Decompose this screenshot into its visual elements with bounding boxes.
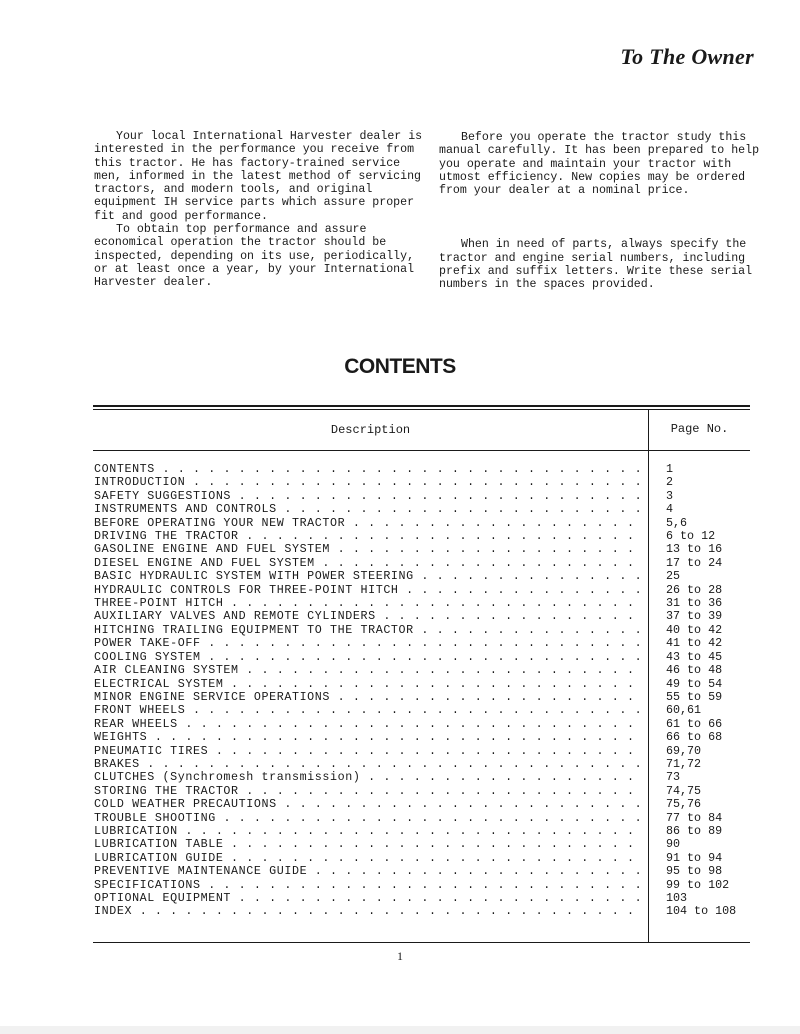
contents-row [94,543,764,556]
contents-entry-page: 55 to 59 [666,689,723,704]
contents-row [94,704,764,717]
contents-row [94,838,764,851]
table-top-rule [93,405,750,407]
contents-row [94,678,764,691]
page-number: 1 [397,949,403,963]
table-header-rule [93,450,750,451]
contents-entry-title: AIR CLEANING SYSTEM . . . [94,664,642,677]
contents-entry-page: 5,6 [666,515,688,530]
contents-entry-title: LUBRICATION . . . [94,825,642,838]
intro-left-column [94,130,424,290]
contents-entry-title: LUBRICATION TABLE . . . [94,838,642,851]
contents-entry-page: 37 to 39 [666,609,723,624]
contents-row [94,852,764,865]
contents-entry-page: 31 to 36 [666,596,723,611]
contents-row [94,879,764,892]
contents-entry-title: REAR WHEELS . . . [94,718,642,731]
intro-paragraph: Your local International Harvester dealer is interested in the performance you receive from this tractor. He has factory-trained service men, informed in the latest method of servicing tractors, and modern tools, and original equipment IH service parts which assure proper fit and good performance. [94,130,423,223]
contents-entry-page: 61 to 66 [666,716,723,731]
contents-entry-page: 43 to 45 [666,649,723,664]
table-bottom-rule [93,942,750,943]
contents-entry-title: DIESEL ENGINE AND FUEL SYSTEM . . . [94,557,642,570]
contents-row [94,584,764,597]
contents-entry-page: 73 [666,770,681,785]
contents-entry-title: BASIC HYDRAULIC SYSTEM WITH POWER STEERING . . . [94,570,642,583]
contents-row [94,463,764,476]
contents-entry-title: POWER TAKE-OFF . . . [94,637,642,650]
contents-row [94,771,764,784]
contents-entry-title: SAFETY SUGGESTIONS . . . [94,490,642,503]
contents-entry-title: THREE-POINT HITCH . . . [94,597,642,610]
intro-paragraph: To obtain top performance and assure economical operation the tractor should be inspected, depending on its use, periodically, or at least once a year, by your International Harvester dealer. [94,223,415,290]
contents-entry-title: INDEX . . . [94,905,642,918]
contents-entry-page: 90 [666,837,681,852]
contents-row [94,664,764,677]
contents-row [94,718,764,731]
contents-entry-title: CONTENTS . . . [94,463,642,476]
page-title: To The Owner [620,44,754,69]
contents-entry-page: 86 to 89 [666,823,723,838]
contents-entry-title: HITCHING TRAILING EQUIPMENT TO THE TRACTOR . . . [94,624,642,637]
contents-entry-title: BEFORE OPERATING YOUR NEW TRACTOR . . . [94,517,642,530]
contents-entry-page: 46 to 48 [666,663,723,678]
contents-entry-page: 95 to 98 [666,864,723,879]
contents-entry-title: LUBRICATION GUIDE . . . [94,852,642,865]
contents-row [94,476,764,489]
contents-entry-page: 103 [666,891,688,905]
contents-entry-title: PNEUMATIC TIRES . . . [94,745,642,758]
contents-row [94,865,764,878]
contents-entry-title: SPECIFICATIONS . . . [94,879,642,892]
contents-row [94,651,764,664]
contents-entry-page: 99 to 102 [666,877,730,892]
contents-entry-page: 1 [666,462,674,476]
contents-entry-page: 25 [666,569,681,584]
contents-entry-page: 104 to 108 [666,904,737,919]
contents-row [94,570,764,583]
intro-paragraph: Before you operate the tractor study this manual carefully. It has been prepared to help you operate and maintain your tractor with utmost efficiency. New copies may be ordered from your dealer at a nominal price. [439,131,760,198]
contents-row [94,745,764,758]
intro-right-column [439,131,771,292]
contents-entry-page: 71,72 [666,756,702,771]
contents-entry-page: 4 [666,502,674,517]
contents-row [94,892,764,905]
contents-row [94,637,764,650]
contents-entry-page: 77 to 84 [666,810,723,825]
contents-entry-title: PREVENTIVE MAINTENANCE GUIDE . . . [94,865,642,878]
contents-entry-page: 2 [666,475,674,490]
contents-entry-page: 17 to 24 [666,555,723,570]
contents-entry-title: COLD WEATHER PRECAUTIONS . . . [94,798,642,811]
contents-entry-title: DRIVING THE TRACTOR . . . [94,530,642,543]
contents-entry-page: 69,70 [666,743,702,758]
contents-entry-title: FRONT WHEELS . . . [94,704,642,717]
contents-entry-page: 91 to 94 [666,850,723,865]
contents-row [94,597,764,610]
contents-entry-page: 26 to 28 [666,582,723,597]
contents-entry-title: INTRODUCTION . . . [94,476,642,489]
contents-entry-title: COOLING SYSTEM . . . [94,651,642,664]
contents-row [94,610,764,623]
contents-row [94,758,764,771]
column-header-description: Description [330,423,411,437]
intro-paragraph: When in need of parts, always specify the tractor and engine serial numbers, including prefix and suffix letters. Write these serial numbers in the spaces provided. [439,238,753,292]
contents-entry-title: MINOR ENGINE SERVICE OPERATIONS . . . [94,691,642,704]
contents-entry-title: WEIGHTS . . . [94,731,642,744]
contents-entry-page: 74,75 [666,783,702,798]
contents-entry-page: 75,76 [666,797,702,812]
contents-entry-page: 13 to 16 [666,542,723,557]
table-top-rule-thin [93,409,750,410]
contents-entry-title: CLUTCHES (Synchromesh transmission) . . . [94,771,642,784]
contents-entry-page: 40 to 42 [666,622,723,637]
contents-heading: CONTENTS [344,355,456,378]
contents-row [94,812,764,825]
contents-entry-page: 6 to 12 [666,529,716,544]
contents-row [94,530,764,543]
contents-entry-page: 49 to 54 [666,676,723,691]
contents-entry-title: OPTIONAL EQUIPMENT . . . [94,892,642,905]
column-header-page: Page No. [670,422,729,436]
contents-entry-title: HYDRAULIC CONTROLS FOR THREE-POINT HITCH . . . [94,584,642,597]
contents-entry-page: 60,61 [666,703,702,718]
contents-entry-title: STORING THE TRACTOR . . . [94,785,642,798]
contents-row [94,905,764,918]
contents-entry-page: 66 to 68 [666,730,723,745]
contents-row [94,785,764,798]
contents-row [94,490,764,503]
page-edge [0,1026,800,1034]
contents-list [94,463,764,919]
contents-row [94,503,764,516]
contents-entry-page: 41 to 42 [666,636,723,651]
contents-entry-title: AUXILIARY VALVES AND REMOTE CYLINDERS . . . [94,610,642,623]
contents-row [94,825,764,838]
contents-row [94,691,764,704]
contents-entry-page: 3 [666,488,674,503]
contents-row [94,798,764,811]
contents-row [94,517,764,530]
contents-row [94,557,764,570]
contents-entry-title: GASOLINE ENGINE AND FUEL SYSTEM . . . [94,543,642,556]
contents-entry-title: BRAKES . . . [94,758,642,771]
contents-row [94,731,764,744]
contents-entry-title: ELECTRICAL SYSTEM . . . [94,678,642,691]
contents-row [94,624,764,637]
contents-entry-title: INSTRUMENTS AND CONTROLS . . . [94,503,642,516]
contents-entry-title: TROUBLE SHOOTING . . . [94,812,642,825]
